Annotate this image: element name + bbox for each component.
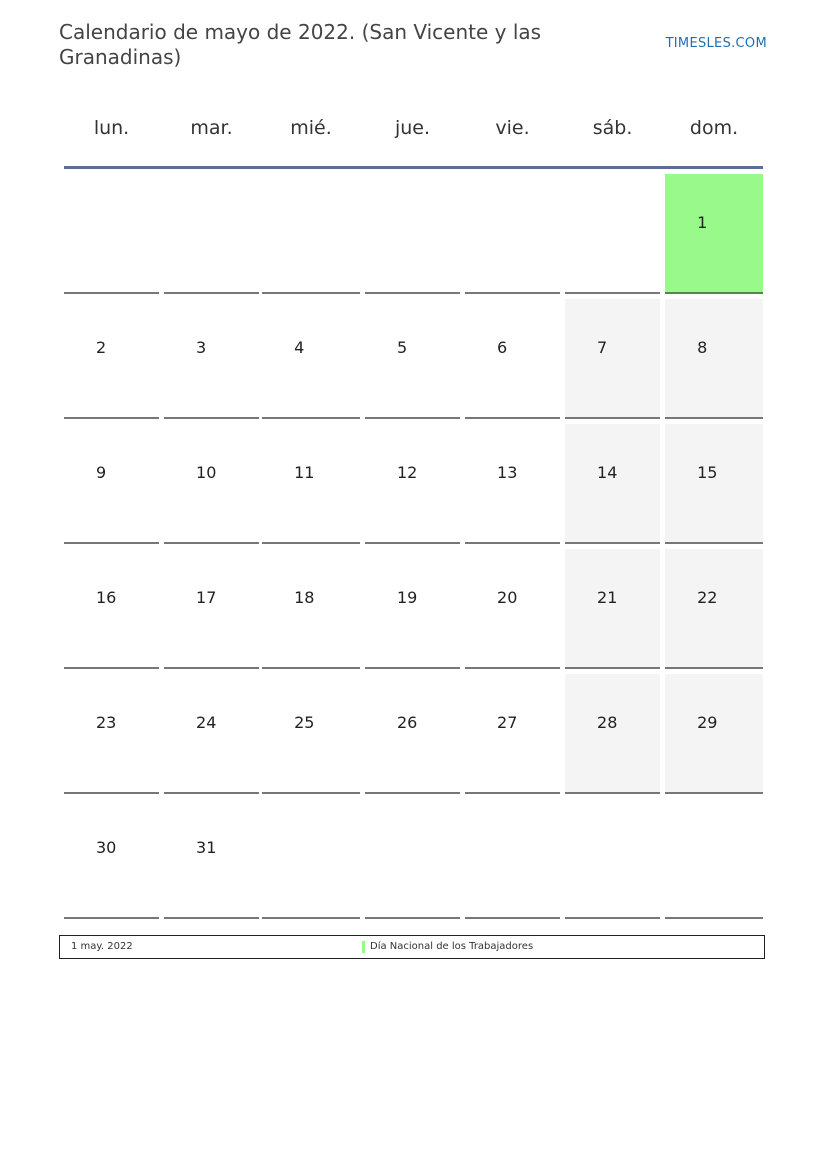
empty-day-cell bbox=[365, 794, 460, 919]
day-number: 2 bbox=[96, 338, 107, 357]
day-number: 28 bbox=[597, 713, 618, 732]
day-number: 31 bbox=[196, 838, 217, 857]
day-cell[interactable] bbox=[565, 294, 660, 419]
weekday-header-row bbox=[64, 104, 763, 166]
day-cell-background bbox=[665, 424, 763, 542]
day-cell-background bbox=[164, 549, 259, 667]
day-number: 23 bbox=[96, 713, 117, 732]
day-cell-background bbox=[665, 799, 763, 917]
day-number: 11 bbox=[294, 463, 315, 482]
day-cell-background bbox=[262, 174, 360, 292]
day-cell-background bbox=[262, 424, 360, 542]
empty-day-cell bbox=[365, 169, 460, 294]
day-cell-background bbox=[665, 174, 763, 292]
day-cell[interactable] bbox=[64, 294, 159, 419]
day-cell[interactable] bbox=[365, 544, 460, 669]
cell-bottom-line bbox=[64, 917, 159, 919]
day-cell-background bbox=[365, 549, 460, 667]
day-cell-background bbox=[262, 299, 360, 417]
day-cell-background bbox=[465, 299, 560, 417]
day-number: 24 bbox=[196, 713, 217, 732]
cell-bottom-line bbox=[262, 917, 360, 919]
week-row bbox=[64, 544, 763, 669]
day-cell-background bbox=[64, 299, 159, 417]
day-number: 20 bbox=[497, 588, 518, 607]
empty-day-cell bbox=[465, 794, 560, 919]
day-number: 6 bbox=[497, 338, 508, 357]
legend-color-swatch bbox=[362, 941, 365, 953]
day-cell[interactable] bbox=[164, 544, 259, 669]
day-cell[interactable] bbox=[262, 294, 360, 419]
empty-day-cell bbox=[164, 169, 259, 294]
day-number: 3 bbox=[196, 338, 207, 357]
day-cell-background bbox=[365, 299, 460, 417]
day-number: 30 bbox=[96, 838, 117, 857]
day-cell[interactable] bbox=[164, 669, 259, 794]
day-cell[interactable] bbox=[164, 794, 259, 919]
day-cell[interactable] bbox=[565, 544, 660, 669]
holiday-legend bbox=[59, 935, 765, 959]
day-cell-background bbox=[164, 674, 259, 792]
empty-day-cell bbox=[64, 169, 159, 294]
weeks-container bbox=[64, 169, 763, 919]
day-cell[interactable] bbox=[465, 544, 560, 669]
day-cell-background bbox=[365, 174, 460, 292]
day-cell-background bbox=[64, 174, 159, 292]
day-number: 29 bbox=[697, 713, 718, 732]
cell-bottom-line bbox=[465, 917, 560, 919]
cell-bottom-line bbox=[164, 917, 259, 919]
week-row bbox=[64, 294, 763, 419]
day-cell-background bbox=[164, 174, 259, 292]
weekday-label: dom. bbox=[689, 117, 739, 139]
day-cell[interactable] bbox=[465, 294, 560, 419]
day-number: 27 bbox=[497, 713, 518, 732]
legend-holiday-date: 1 may. 2022 bbox=[71, 941, 133, 952]
page-title: Calendario de mayo de 2022. (San Vicente y las Granadinas) bbox=[59, 20, 542, 69]
day-cell-background bbox=[565, 674, 660, 792]
day-cell-background bbox=[64, 549, 159, 667]
week-row bbox=[64, 419, 763, 544]
day-cell-background bbox=[164, 424, 259, 542]
day-cell[interactable] bbox=[262, 669, 360, 794]
day-number: 21 bbox=[597, 588, 618, 607]
day-cell-background bbox=[465, 549, 560, 667]
day-cell-background bbox=[565, 174, 660, 292]
day-cell-background bbox=[665, 549, 763, 667]
day-cell-background bbox=[565, 299, 660, 417]
day-cell-background bbox=[365, 424, 460, 542]
day-number: 4 bbox=[294, 338, 305, 357]
day-cell[interactable] bbox=[465, 669, 560, 794]
week-row bbox=[64, 169, 763, 294]
day-cell-background bbox=[465, 674, 560, 792]
day-number: 26 bbox=[396, 713, 418, 732]
day-cell-background bbox=[665, 299, 763, 417]
day-cell-background bbox=[465, 799, 560, 917]
day-cell-background bbox=[465, 174, 560, 292]
empty-day-cell bbox=[262, 794, 360, 919]
day-number: 22 bbox=[697, 588, 718, 607]
day-number: 16 bbox=[96, 588, 117, 607]
day-number: 5 bbox=[396, 338, 408, 357]
day-cell[interactable] bbox=[365, 669, 460, 794]
day-cell-background bbox=[164, 799, 259, 917]
day-cell-background bbox=[64, 424, 159, 542]
day-number: 19 bbox=[396, 588, 418, 607]
empty-day-cell bbox=[565, 169, 660, 294]
day-cell-background bbox=[565, 549, 660, 667]
day-cell[interactable] bbox=[565, 669, 660, 794]
day-number: 9 bbox=[96, 463, 107, 482]
day-cell-background bbox=[64, 799, 159, 917]
day-number: 15 bbox=[697, 463, 718, 482]
day-cell[interactable] bbox=[64, 669, 159, 794]
weekday-label: vie. bbox=[495, 117, 530, 139]
day-cell-background bbox=[262, 674, 360, 792]
day-cell-background bbox=[262, 549, 360, 667]
day-cell-background bbox=[164, 299, 259, 417]
empty-day-cell bbox=[465, 169, 560, 294]
day-cell[interactable] bbox=[64, 794, 159, 919]
day-number: 12 bbox=[396, 463, 418, 482]
day-cell[interactable] bbox=[64, 544, 159, 669]
day-cell[interactable] bbox=[164, 419, 259, 544]
week-row bbox=[64, 794, 763, 919]
day-number: 17 bbox=[196, 588, 217, 607]
week-row bbox=[64, 669, 763, 794]
day-cell[interactable] bbox=[365, 294, 460, 419]
day-number: 25 bbox=[294, 713, 315, 732]
day-number: 10 bbox=[196, 463, 217, 482]
day-number: 18 bbox=[294, 588, 315, 607]
day-cell[interactable] bbox=[465, 419, 560, 544]
cell-bottom-line bbox=[365, 917, 460, 919]
weekday-label: mié. bbox=[290, 117, 332, 139]
legend-holiday-name: Día Nacional de los Trabajadores bbox=[370, 941, 534, 952]
cell-bottom-line bbox=[665, 917, 763, 919]
day-cell-background bbox=[64, 674, 159, 792]
empty-day-cell bbox=[262, 169, 360, 294]
day-cell-background bbox=[365, 799, 460, 917]
cell-bottom-line bbox=[565, 917, 660, 919]
day-cell[interactable] bbox=[262, 544, 360, 669]
weekday-label: jue. bbox=[394, 117, 431, 139]
holiday-day-cell[interactable] bbox=[665, 169, 763, 294]
day-cell[interactable] bbox=[365, 419, 460, 544]
weekday-label: mar. bbox=[190, 117, 233, 139]
weekday-label: lun. bbox=[93, 117, 130, 139]
day-cell[interactable] bbox=[665, 419, 763, 544]
day-cell[interactable] bbox=[64, 419, 159, 544]
day-cell-background bbox=[665, 674, 763, 792]
calendar-grid bbox=[64, 104, 763, 919]
brand-link[interactable]: TIMESLES.COM bbox=[665, 36, 767, 51]
day-cell[interactable] bbox=[164, 294, 259, 419]
day-cell-background bbox=[565, 799, 660, 917]
day-number: 7 bbox=[597, 338, 608, 357]
day-cell-background bbox=[565, 424, 660, 542]
day-cell-background bbox=[465, 424, 560, 542]
day-number: 1 bbox=[697, 213, 708, 232]
day-cell[interactable] bbox=[565, 419, 660, 544]
day-number: 8 bbox=[697, 338, 708, 357]
day-number: 13 bbox=[497, 463, 518, 482]
day-cell[interactable] bbox=[262, 419, 360, 544]
day-cell[interactable] bbox=[665, 294, 763, 419]
weekday-label: sáb. bbox=[592, 117, 633, 139]
day-number: 14 bbox=[597, 463, 618, 482]
day-cell[interactable] bbox=[665, 544, 763, 669]
empty-day-cell bbox=[565, 794, 660, 919]
day-cell-background bbox=[365, 674, 460, 792]
day-cell-background bbox=[262, 799, 360, 917]
day-cell[interactable] bbox=[665, 669, 763, 794]
empty-day-cell bbox=[665, 794, 763, 919]
